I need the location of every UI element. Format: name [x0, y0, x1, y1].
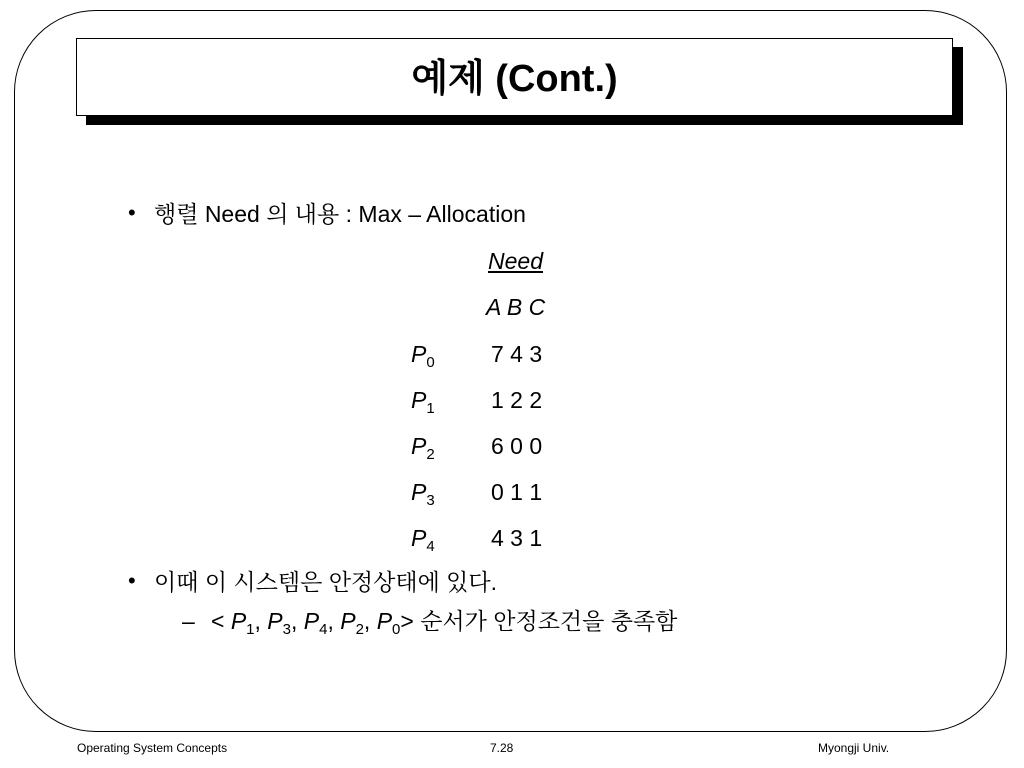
matrix-row-p0 — [411, 340, 435, 371]
footer-page-number: 7.28 — [490, 741, 514, 755]
process-label: P — [230, 608, 247, 634]
sequence-separator: , — [363, 608, 377, 634]
process-label: P — [411, 479, 427, 505]
sequence-separator: , — [254, 608, 268, 634]
matrix-row-p3 — [411, 478, 435, 509]
process-subscript: 4 — [426, 538, 435, 555]
footer-right: Myongji Univ. — [818, 741, 890, 755]
sequence-open: < — [211, 608, 231, 634]
matrix-row-p2 — [411, 432, 435, 463]
bullet-1-dot: • — [128, 200, 136, 225]
title-box — [76, 38, 953, 116]
matrix-row-p1 — [411, 386, 435, 417]
process-label: P — [340, 608, 356, 634]
process-label: P — [376, 608, 393, 634]
slide-title: 예제 (Cont.) — [411, 58, 618, 100]
process-subscript: 0 — [392, 621, 401, 638]
process-subscript: 2 — [355, 621, 364, 638]
footer-left: Operating System Concepts — [77, 741, 228, 755]
sequence-close: > — [400, 608, 414, 634]
bullet-2-text: 이때 이 시스템은 안정상태에 있다. — [154, 569, 498, 595]
process-label: P — [303, 608, 320, 634]
matrix-row-p3-values: 0 1 1 — [491, 479, 543, 505]
matrix-row-p4 — [411, 524, 435, 555]
process-subscript: 3 — [426, 492, 435, 509]
bullet-1-formula: Max – Allocation — [358, 201, 526, 227]
matrix-row-p2-values: 6 0 0 — [491, 433, 543, 459]
process-label: P — [411, 341, 427, 367]
matrix-header-label: Need — [488, 248, 543, 274]
matrix-row-p4-values: 4 3 1 — [491, 525, 543, 551]
process-label: P — [411, 387, 427, 413]
sub-bullet-description: 순서가 안정조건을 충족함 — [413, 608, 678, 634]
process-subscript: 1 — [246, 621, 255, 638]
process-label: P — [267, 608, 283, 634]
process-label: P — [411, 433, 427, 459]
process-subscript: 3 — [282, 621, 291, 638]
process-subscript: 4 — [319, 621, 328, 638]
process-subscript: 0 — [426, 354, 435, 371]
sequence-separator: , — [327, 608, 341, 634]
bullet-1-text — [154, 200, 526, 228]
sequence-separator: , — [290, 608, 304, 634]
matrix-row-p1-values: 1 2 2 — [491, 387, 543, 413]
process-label: P — [411, 525, 427, 551]
sub-bullet-text — [211, 607, 678, 638]
process-subscript: 2 — [426, 446, 435, 463]
matrix-row-p0-values: 7 4 3 — [491, 341, 543, 367]
bullet-2-dot: • — [128, 568, 136, 593]
process-subscript: 1 — [426, 400, 435, 417]
matrix-column-headers: A B C — [486, 294, 546, 320]
sub-bullet-dash: – — [182, 608, 195, 634]
bullet-1-prefix: 행렬 Need 의 내용 : — [154, 201, 359, 227]
